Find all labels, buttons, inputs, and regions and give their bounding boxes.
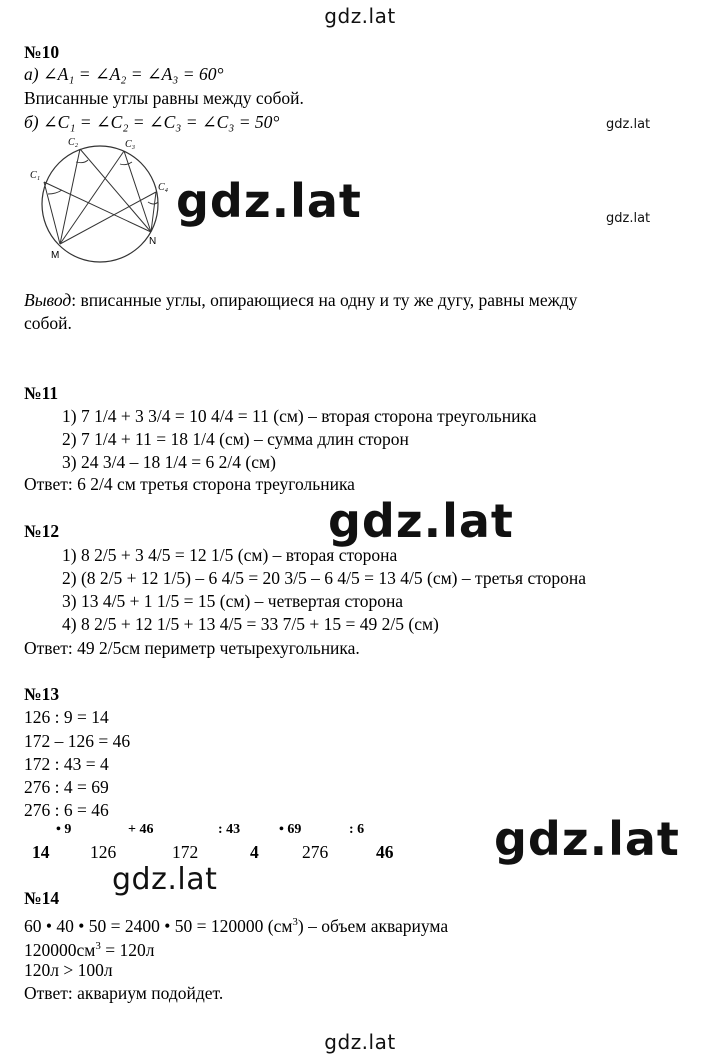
watermark-top: gdz.lat [324, 4, 396, 28]
label-c3: C₃ [125, 139, 136, 150]
chain-value-3: 172 [172, 842, 199, 862]
label-m: M [51, 250, 60, 261]
problem-13-line-5: 276 : 6 = 46 [24, 800, 109, 820]
problem-12-answer: Ответ: 49 2/5см периметр четырехугольника. [24, 638, 360, 658]
problem-10-part-a: а) ∠A₁ = ∠A₂ = ∠A₃ = 60° [24, 64, 224, 84]
chain-op-4: • 69 [279, 822, 302, 837]
problem-12-line-1: 1) 8 2/5 + 3 4/5 = 12 1/5 (см) – вторая сторона [62, 545, 398, 565]
problem-11-line-2: 2) 7 1/4 + 11 = 18 1/4 (см) – сумма длин сторон [62, 429, 409, 449]
problem-10-part-a-text: Вписанные углы равны между собой. [24, 88, 304, 108]
chain-value-2: 126 [90, 842, 117, 862]
conclusion-label: Вывод [24, 290, 72, 310]
problem-13-line-4: 276 : 4 = 69 [24, 777, 109, 797]
problem-14-line-3: 120л > 100л [24, 960, 113, 980]
problem-13-line-3: 172 : 43 = 4 [24, 754, 109, 774]
watermark-large-2: gdz.lat [328, 494, 514, 548]
problem-12-line-4: 4) 8 2/5 + 12 1/5 + 13 4/5 = 33 7/5 + 15 = 49 2/5 (см) [62, 614, 439, 634]
problem-13-title: №13 [24, 684, 60, 704]
conclusion-text-line2: собой. [24, 313, 72, 333]
label-n: N [149, 236, 157, 247]
chain-op-2: + 46 [128, 822, 154, 837]
circle [42, 146, 158, 262]
problem-10-title: №10 [24, 42, 60, 62]
problem-11-line-1: 1) 7 1/4 + 3 3/4 = 10 4/4 = 11 (см) – вторая сторона треугольника [62, 406, 537, 426]
watermark-medium: gdz.lat [112, 862, 218, 897]
chain-value-1: 14 [32, 842, 50, 862]
line2-part-a: 120000см [24, 939, 96, 960]
problem-11-title: №11 [24, 383, 59, 403]
label-c2: C₂ [68, 137, 79, 148]
problem-14-answer: Ответ: аквариум подойдет. [24, 983, 224, 1003]
problem-11-line-3: 3) 24 3/4 – 18 1/4 = 6 2/4 (см) [62, 452, 276, 472]
problem-14-title: №14 [24, 888, 60, 908]
line1-part-a: 60 • 40 • 50 = 2400 • 50 = 120000 (см [24, 915, 293, 936]
chain-value-4: 4 [250, 842, 259, 862]
inscribed-angles-diagram [28, 136, 173, 264]
watermark-bottom: gdz.lat [324, 1030, 396, 1054]
label-c4: C₄ [158, 182, 169, 193]
problem-10-part-b: б) ∠C₁ = ∠C₂ = ∠C₃ = ∠C₃ = 50° [24, 112, 280, 132]
problem-12-title: №12 [24, 521, 60, 541]
problem-13-line-1: 126 : 9 = 14 [24, 707, 109, 727]
chords [44, 149, 156, 244]
chain-op-3: : 43 [218, 822, 241, 837]
chain-value-6: 46 [376, 842, 394, 862]
problem-14-line-1 [24, 912, 448, 937]
problem-14-line-2 [24, 936, 154, 961]
problem-10-conclusion [24, 290, 577, 311]
chain-op-1: • 9 [56, 822, 72, 837]
chain-value-5: 276 [302, 842, 329, 862]
conclusion-text-line1: : вписанные углы, опирающиеся на одну и ту же дугу, равны между [71, 290, 578, 310]
line2-part-b: = 120л [100, 939, 155, 960]
watermark-small-2: gdz.lat [606, 211, 651, 226]
problem-12-line-2: 2) (8 2/5 + 12 1/5) – 6 4/5 = 20 3/5 – 6 4/5 = 13 4/5 (см) – третья сторона [62, 568, 587, 588]
line1-superscript: 3 [292, 916, 298, 928]
watermark-large-3: gdz.lat [494, 812, 680, 866]
problem-12-line-3: 3) 13 4/5 + 1 1/5 = 15 (см) – четвертая сторона [62, 591, 404, 611]
watermark-small-1: gdz.lat [606, 117, 651, 132]
problem-13-line-2: 172 – 126 = 46 [24, 731, 131, 751]
watermark-large-1: gdz.lat [176, 174, 362, 228]
label-c1: C₁ [30, 170, 41, 181]
line1-part-b: ) – объем аквариума [297, 915, 449, 936]
chain-op-5: : 6 [349, 822, 365, 837]
line2-superscript: 3 [95, 940, 101, 952]
problem-11-answer: Ответ: 6 2/4 см третья сторона треугольника [24, 474, 355, 494]
